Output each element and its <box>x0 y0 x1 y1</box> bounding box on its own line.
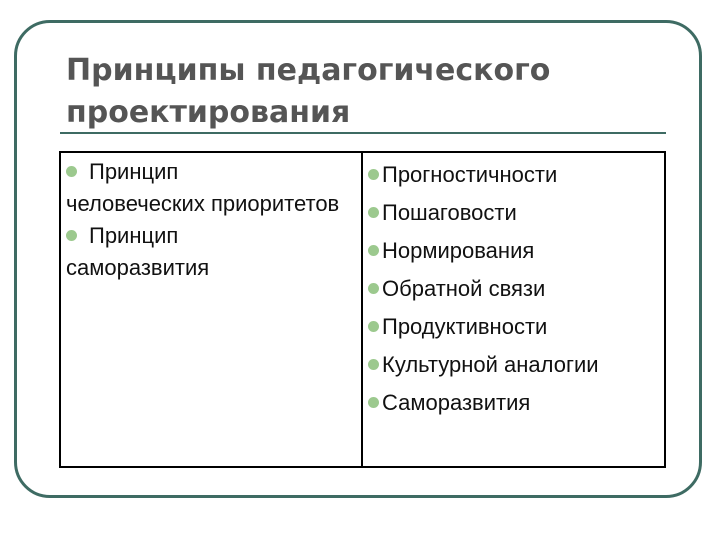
bullet-icon <box>66 166 77 177</box>
left-item-rest: саморазвития <box>66 255 210 280</box>
left-item-first-line: Принцип <box>89 159 179 184</box>
left-column <box>66 156 356 284</box>
right-item <box>368 270 664 308</box>
slide-title: Принципы педагогического проектирования <box>66 53 551 130</box>
bullet-icon <box>368 397 379 408</box>
bullet-icon <box>368 321 379 332</box>
right-item-label: Нормирования <box>382 238 535 263</box>
left-item-first-line: Принцип <box>89 223 179 248</box>
right-item-label: Обратной связи <box>382 276 546 301</box>
right-item <box>368 308 664 346</box>
right-item-label: Культурной аналогии <box>382 352 599 377</box>
right-item-label: Прогностичности <box>382 162 558 187</box>
bullet-icon <box>368 169 379 180</box>
title-underline <box>60 132 666 134</box>
right-item <box>368 156 664 194</box>
left-item <box>66 156 356 220</box>
right-column <box>368 156 664 422</box>
bullet-icon <box>66 230 77 241</box>
bullet-icon <box>368 245 379 256</box>
bullet-icon <box>368 283 379 294</box>
left-item <box>66 220 356 284</box>
right-item <box>368 384 664 422</box>
bullet-icon <box>368 359 379 370</box>
table-column-divider <box>361 151 363 468</box>
right-item <box>368 232 664 270</box>
right-item-label: Продуктивности <box>382 314 548 339</box>
right-item-label: Пошаговости <box>382 200 517 225</box>
right-item <box>368 346 664 384</box>
right-item <box>368 194 664 232</box>
right-item-label: Саморазвития <box>382 390 531 415</box>
bullet-icon <box>368 207 379 218</box>
left-item-rest: человеческих приоритетов <box>66 191 340 216</box>
